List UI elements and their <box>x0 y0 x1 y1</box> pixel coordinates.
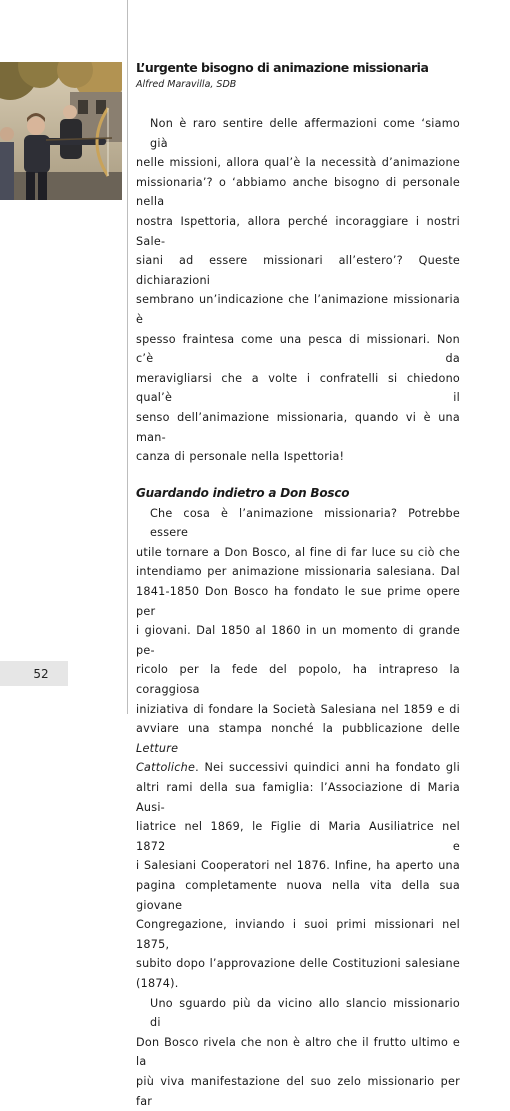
text-line-with-italic <box>136 758 460 778</box>
text-line: (1874). <box>136 976 179 990</box>
section-paragraph-1 <box>136 504 460 994</box>
text-line: subito dopo l’approvazione delle Costituzioni salesiane <box>136 957 460 971</box>
text-line: missionaria’? o ‘abbiamo anche bisogno di personale nella <box>136 175 460 209</box>
text-line: canza di personale nella Ispettoria! <box>136 450 345 464</box>
page-number: 52 <box>33 666 49 681</box>
page-number-box <box>0 661 68 686</box>
text-line: Don Bosco rivela che non è altro che il frutto ultimo e la <box>136 1035 460 1069</box>
article-title: L’urgente bisogno di animazione missionaria <box>136 60 429 75</box>
text-line: i giovani. Dal 1850 al 1860 in un momento di grande pe- <box>136 624 460 657</box>
text-line: spesso fraintesa come una pesca di missionari. Non c’è da <box>136 332 460 366</box>
text-line: Uno sguardo più da vicino allo slancio missionario di <box>150 996 460 1030</box>
text-line: altri rami della sua famiglia: l’Associazione di Maria Ausi- <box>136 781 460 814</box>
text-line: Che cosa è l’animazione missionaria? Potrebbe essere <box>150 506 460 540</box>
text-line: pagina completamente nuova nella vita della sua giovane <box>136 878 460 912</box>
text-line: nelle missioni, allora qual’è la necessità d’animazione <box>136 156 460 170</box>
text-segment: . Nei successivi quindici anni ha fondato gli <box>195 761 460 775</box>
text-line: senso dell’animazione missionaria, quando vi è una man- <box>136 410 460 444</box>
text-line: i Salesiani Cooperatori nel 1876. Infine, ha aperto una <box>136 859 460 873</box>
text-line: intendiamo per animazione missionaria salesiana. Dal <box>136 565 460 579</box>
text-line: siani ad essere missionari all’estero’? Queste dichiarazioni <box>136 254 460 287</box>
text-line: iniziativa di fondare la Società Salesiana nel 1859 e di <box>136 702 460 716</box>
text-line: Congregazione, inviando i suoi primi missionari nel 1875, <box>136 918 460 951</box>
text-line-with-italic <box>136 719 460 758</box>
text-line: 1841-1850 Don Bosco ha fondato le sue prime opere per <box>136 585 460 618</box>
text-line: più viva manifestazione del suo zelo missionario per far <box>136 1074 460 1108</box>
text-line: nostra Ispettoria, allora perché incoraggiare i nostri Sale- <box>136 214 460 248</box>
margin-rule <box>127 0 128 714</box>
text-line: Non è raro sentire delle affermazioni come ‘siamo già <box>150 117 460 150</box>
italic-term: Letture <box>136 741 179 755</box>
text-line: meravigliarsi che a volte i confratelli si chiedono qual’è il <box>136 371 460 405</box>
section-paragraph-2 <box>136 994 460 1111</box>
text-segment: avviare una stampa nonché la pubblicazione delle <box>136 722 460 736</box>
text-line: sembrano un’indicazione che l’animazione missionaria è <box>136 293 460 326</box>
italic-term-continued: Cattoliche <box>136 761 196 775</box>
intro-paragraph <box>136 114 460 467</box>
text-line: ricolo per la fede del popolo, ha intrapreso la coraggiosa <box>136 663 460 697</box>
article <box>136 60 460 1111</box>
section-heading: Guardando indietro a Don Bosco <box>136 485 350 500</box>
text-line: liatrice nel 1869, le Figlie di Maria Ausiliatrice nel 1872 e <box>136 820 460 853</box>
text-line: utile tornare a Don Bosco, al fine di far luce su ciò che <box>136 545 460 559</box>
article-author: Alfred Maravilla, SDB <box>136 79 237 90</box>
article-photo <box>0 62 122 200</box>
